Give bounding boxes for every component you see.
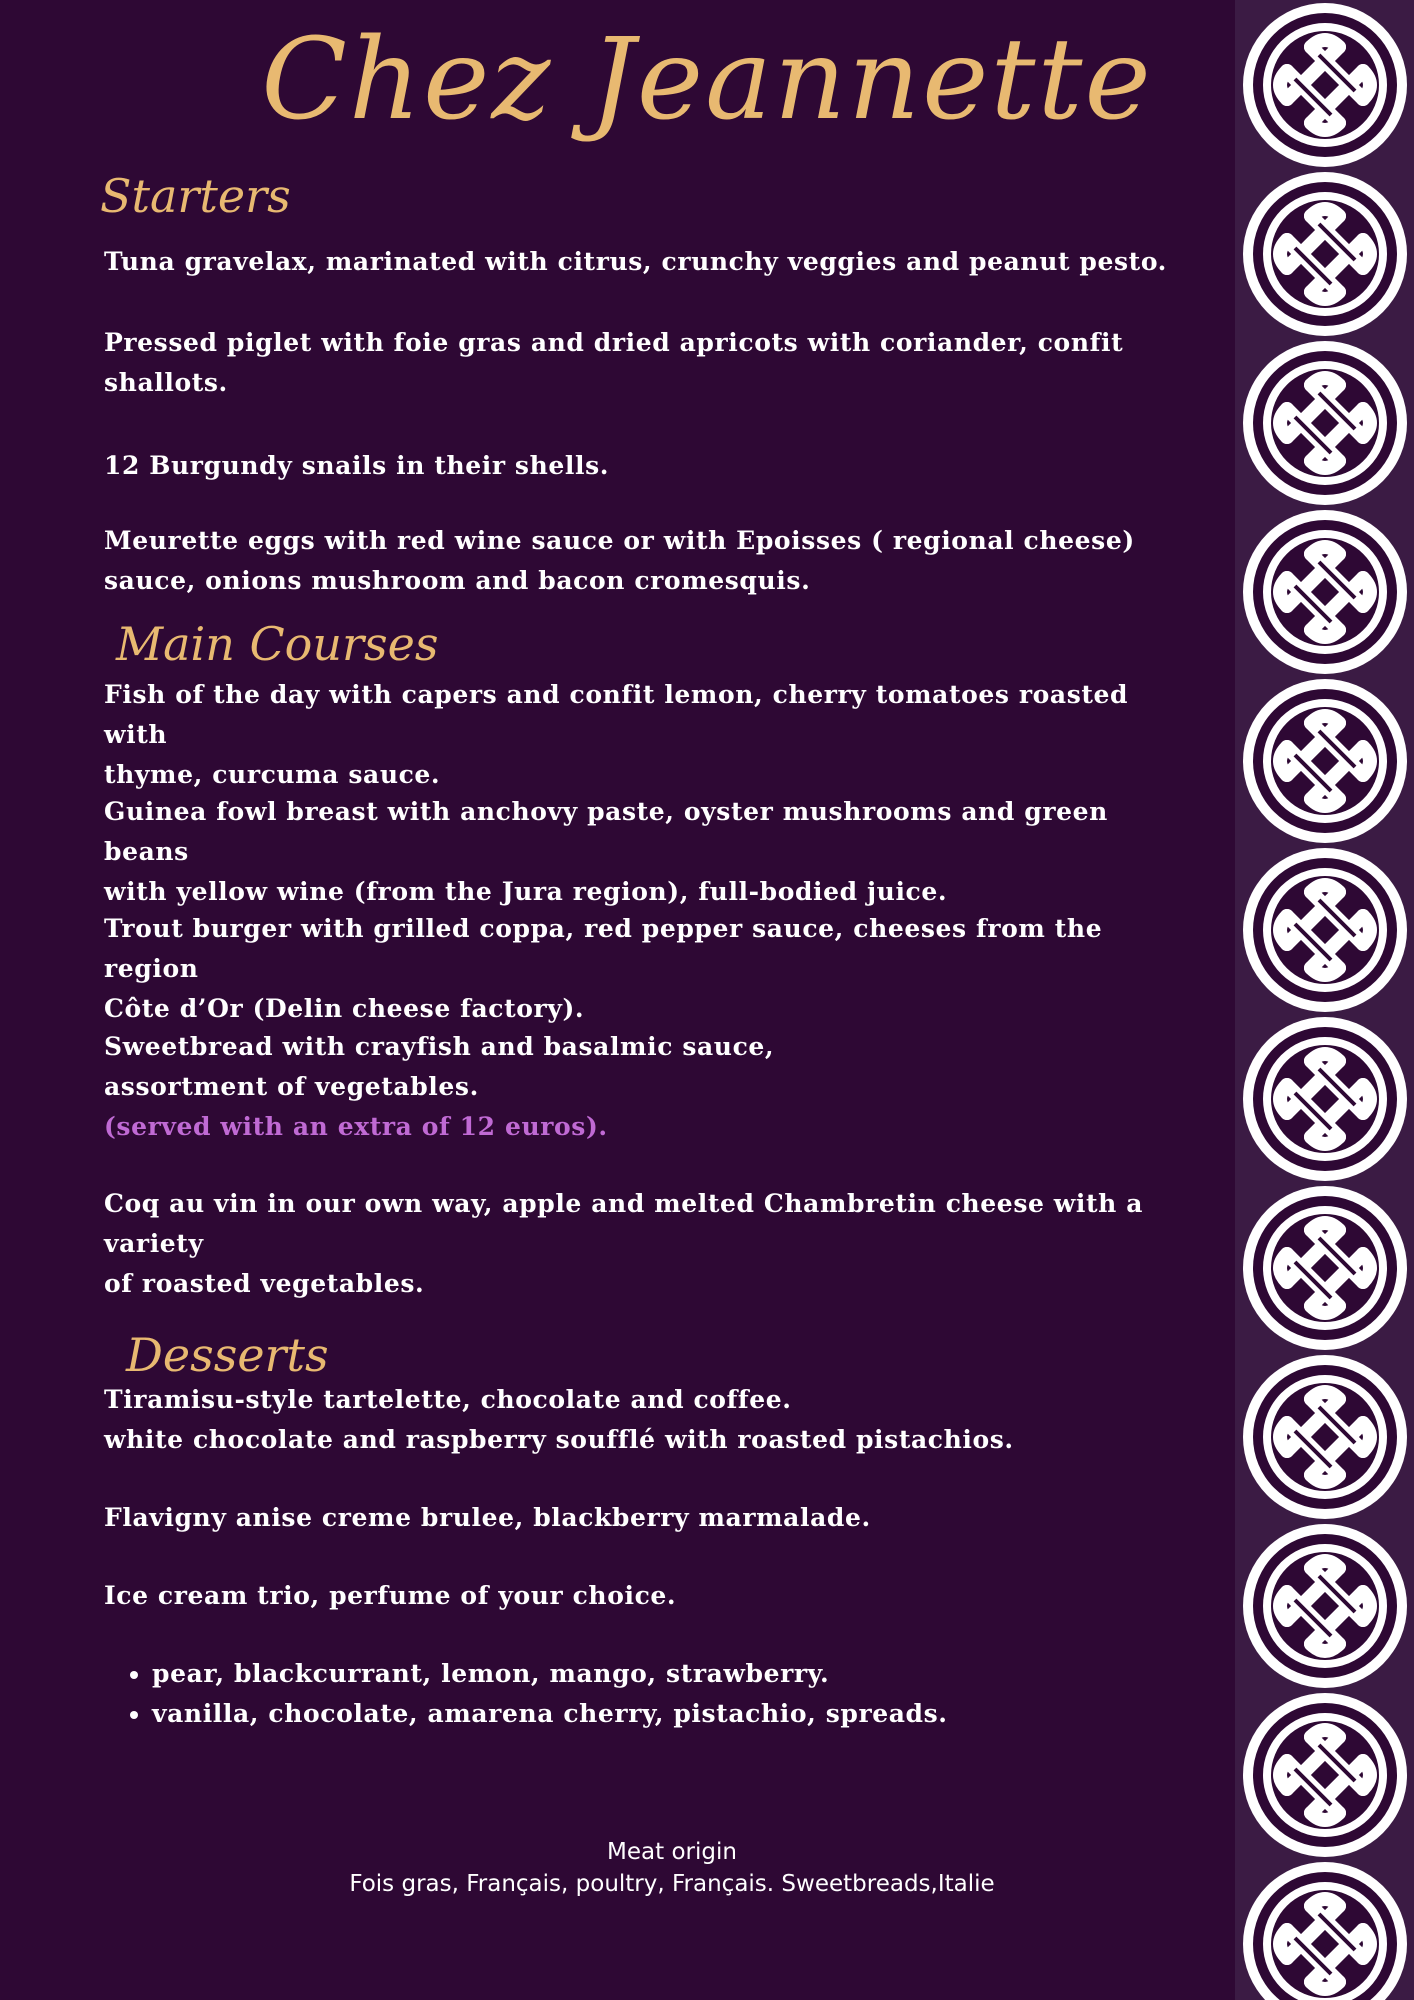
menu-item bbox=[104, 1184, 1184, 1304]
menu-item bbox=[104, 909, 1184, 1029]
decorative-border bbox=[1235, 0, 1414, 2000]
menu-item-line: Coq au vin in our own way, apple and melted Chambretin cheese with a variety bbox=[104, 1189, 1144, 1258]
menu-item-line: sauce, onions mushroom and bacon cromesquis. bbox=[104, 566, 811, 595]
menu-item bbox=[104, 1027, 1184, 1147]
menu-item bbox=[104, 675, 1184, 795]
menu-item-line: Sweetbread with crayfish and basalmic sauce, bbox=[104, 1032, 775, 1061]
menu-item-line: white chocolate and raspberry soufflé with roasted pistachios. bbox=[104, 1425, 1014, 1454]
ice-cream-flavor-list bbox=[104, 1654, 1232, 1734]
menu-item bbox=[104, 323, 1184, 403]
celtic-knot-icon bbox=[1243, 1693, 1407, 1857]
celtic-knot-icon bbox=[1243, 172, 1407, 336]
celtic-knot-icon bbox=[1243, 679, 1407, 843]
restaurant-title: Chez Jeannette bbox=[261, 15, 1153, 145]
list-item: • pear, blackcurrant, lemon, mango, strawberry. bbox=[152, 1654, 1232, 1694]
celtic-knot-icon bbox=[1243, 3, 1407, 167]
celtic-knot-icon bbox=[1243, 1017, 1407, 1181]
menu-item bbox=[104, 1380, 1184, 1460]
menu-item-line: Ice cream trio, perfume of your choice. bbox=[104, 1581, 677, 1610]
menu-item-line: Meurette eggs with red wine sauce or with Epoisses ( regional cheese) bbox=[104, 526, 1135, 555]
menu-item-line: Côte d’Or (Delin cheese factory). bbox=[104, 994, 585, 1023]
menu-item bbox=[104, 792, 1184, 912]
section-heading-starters: Starters bbox=[100, 169, 291, 223]
menu-item-line: shallots. bbox=[104, 368, 228, 397]
menu-item-line: Pressed piglet with foie gras and dried apricots with coriander, confit bbox=[104, 328, 1124, 357]
menu-item-line: thyme, curcuma sauce. bbox=[104, 760, 441, 789]
menu-item bbox=[104, 521, 1184, 601]
section-heading-main-courses: Main Courses bbox=[116, 617, 439, 671]
menu-item bbox=[104, 1576, 1184, 1616]
menu-item bbox=[104, 446, 1184, 486]
menu-item bbox=[104, 242, 1184, 282]
menu-item-line: Tuna gravelax, marinated with citrus, crunchy veggies and peanut pesto. bbox=[104, 247, 1167, 276]
celtic-knot-icon bbox=[1243, 1355, 1407, 1519]
menu-item-line: assortment of vegetables. bbox=[104, 1072, 479, 1101]
list-item: • vanilla, chocolate, amarena cherry, pistachio, spreads. bbox=[152, 1694, 1232, 1734]
menu-item-line: 12 Burgundy snails in their shells. bbox=[104, 451, 610, 480]
extra-charge-note: (served with an extra of 12 euros). bbox=[104, 1112, 608, 1141]
menu-item-line: Flavigny anise creme brulee, blackberry marmalade. bbox=[104, 1503, 871, 1532]
menu-item-line: Fish of the day with capers and confit lemon, cherry tomatoes roasted with bbox=[104, 680, 1129, 749]
menu-item bbox=[104, 1498, 1184, 1538]
menu-item-line: Guinea fowl breast with anchovy paste, oyster mushrooms and green beans bbox=[104, 797, 1108, 866]
decorative-border-pattern bbox=[1235, 0, 1414, 2000]
celtic-knot-icon bbox=[1243, 848, 1407, 1012]
menu-item-line: with yellow wine (from the Jura region), full-bodied juice. bbox=[104, 877, 948, 906]
section-heading-desserts: Desserts bbox=[126, 1328, 329, 1382]
celtic-knot-icon bbox=[1243, 1186, 1407, 1350]
menu-item-line: Trout burger with grilled coppa, red pepper sauce, cheeses from the region bbox=[104, 914, 1103, 983]
celtic-knot-icon bbox=[1243, 510, 1407, 674]
meat-origin-heading: Meat origin bbox=[607, 1839, 737, 1865]
celtic-knot-icon bbox=[1243, 1524, 1407, 1688]
meat-origin-text: Fois gras, Français, poultry, Français. Sweetbreads,Italie bbox=[349, 1871, 995, 1897]
menu-item-line: of roasted vegetables. bbox=[104, 1269, 425, 1298]
menu-item-line: Tiramisu-style tartelette, chocolate and coffee. bbox=[104, 1385, 792, 1414]
celtic-knot-icon bbox=[1243, 1862, 1407, 2000]
celtic-knot-icon bbox=[1243, 341, 1407, 505]
